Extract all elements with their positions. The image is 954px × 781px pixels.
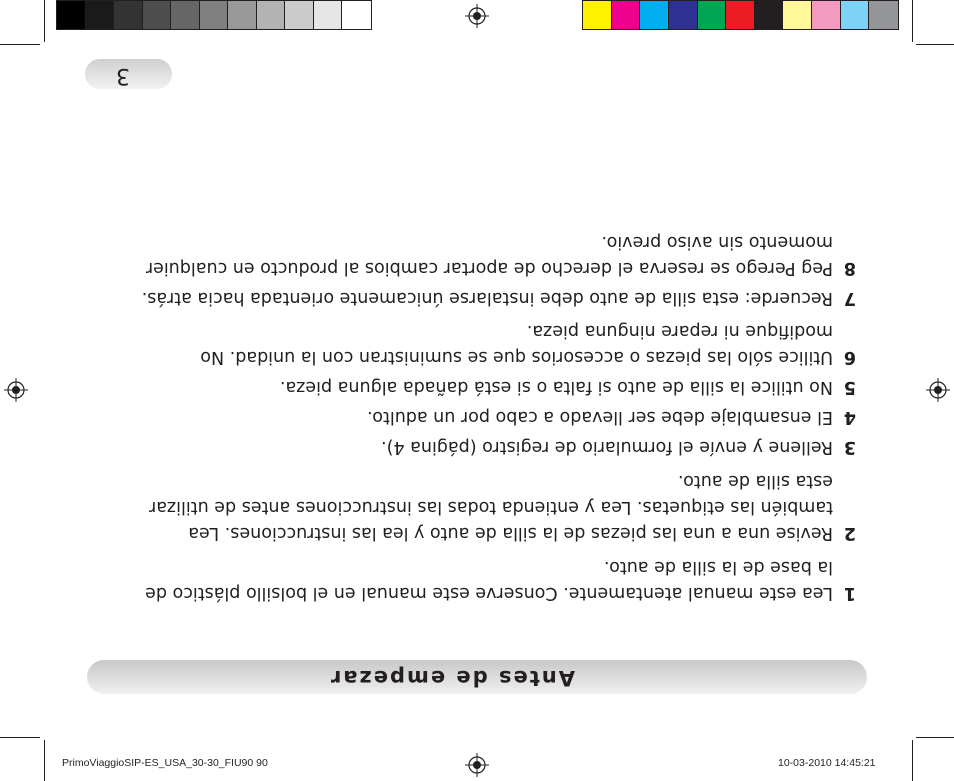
- item-line: Revise una a una las piezas de la silla de auto y lea las instrucciones. Lea: [188, 523, 833, 543]
- item-number: 1: [843, 583, 856, 603]
- item-line: momento sin aviso previo.: [601, 232, 833, 252]
- item-number: 5: [843, 377, 856, 397]
- item-line: esta silla de auto.: [677, 471, 833, 491]
- item-number: 3: [843, 437, 856, 457]
- item-number: 7: [843, 288, 856, 308]
- item-line: también las etiquetas. Lea y entienda todas las instrucciones antes de utilizar: [149, 497, 833, 517]
- item-line: Recuerde: esta silla de auto debe instalarse únicamente orientada hacia atrás.: [141, 288, 833, 308]
- item-number: 6: [843, 347, 856, 367]
- item-line: Lea este manual atentamente. Conserve este manual en el bolsillo plástico de: [145, 583, 833, 603]
- item-number: 8: [843, 258, 856, 278]
- item-line: Rellene y envíe el formulario de registro (página 4).: [381, 437, 833, 457]
- item-line: la base de la silla de auto.: [603, 557, 833, 577]
- footer-datetime: 10-03-2010 14:45:21: [778, 757, 876, 769]
- page-number-tab: [85, 59, 172, 89]
- footer-file-label: PrimoViaggioSIP-ES_USA_30-30_FIU90 90: [62, 757, 268, 769]
- section-header: [87, 660, 867, 694]
- section-title: Antes de empezar: [328, 666, 575, 690]
- item-number: 4: [843, 407, 856, 427]
- item-line: modifique ni repare ninguna pieza.: [526, 321, 833, 341]
- item-line: No utilice la silla de auto si falta o si está dañada alguna pieza.: [279, 377, 833, 397]
- page-number: 3: [116, 63, 130, 88]
- item-number: 2: [843, 523, 856, 543]
- item-line: El ensamblaje debe ser llevado a cabo por un adulto.: [367, 407, 833, 427]
- item-line: Peg Perego se reserva el derecho de aportar cambios al producto en cualquier: [145, 258, 833, 278]
- item-line: Utilice sólo las piezas o accesorios que se suministran con la unidad. No: [200, 347, 833, 367]
